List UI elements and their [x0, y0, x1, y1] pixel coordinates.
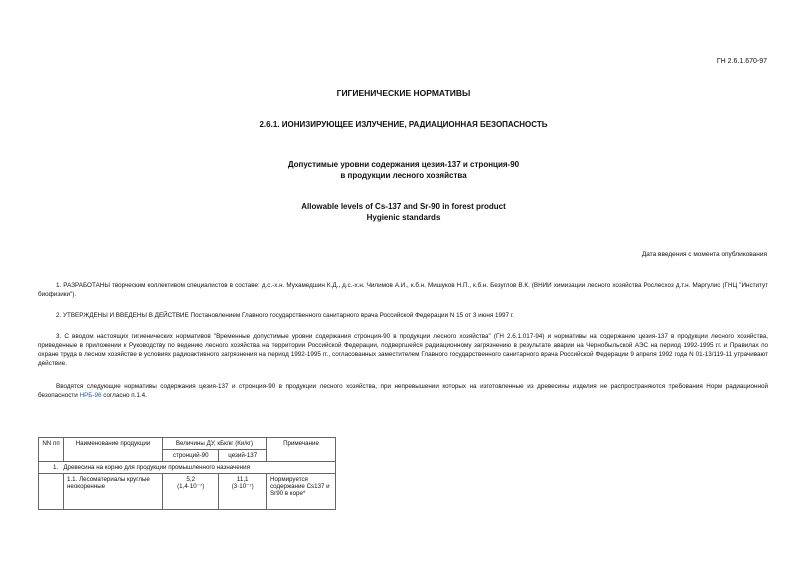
title-ru-line-2: в продукции лесного хозяйства: [340, 171, 467, 180]
row-cesium-value: 11,1 (3·10⁻⁷): [219, 474, 267, 510]
header-values: Величины ДУ, кБк/кг (Ки/кг): [163, 438, 267, 450]
title-en-line-2: Hygienic standards: [366, 213, 441, 222]
row-strontium-value: 5,2 (1,4·10⁻⁷): [163, 474, 219, 510]
header-strontium: стронций-90: [163, 450, 219, 462]
row-product-name: 1.1. Лесоматериалы круглые неокоренные: [64, 474, 163, 510]
table-section-row: [39, 462, 336, 474]
header-nn: NN пп: [39, 438, 64, 462]
paragraph-2: 2. УТВЕРЖДЕНЫ И ВВЕДЕНЫ В ДЕЙСТВИЕ Постановлением Главного государственного санитарного врача Российской Федерации N 15 от 3 июня 1997 г.: [56, 312, 515, 319]
table-row: [39, 474, 336, 510]
title-main: ГИГИЕНИЧЕСКИЕ НОРМАТИВЫ: [336, 88, 471, 98]
title-en-line-1: Allowable levels of Cs-137 and Sr-90 in forest product: [301, 202, 506, 211]
row-empty-cell: [39, 474, 64, 510]
title-ru-line-1: Допустимые уровни содержания цезия-137 и стронция-90: [287, 160, 520, 169]
title-section: 2.6.1. ИОНИЗИРУЮЩЕЕ ИЗЛУЧЕНИЕ, РАДИАЦИОННАЯ БЕЗОПАСНОСТЬ: [259, 120, 548, 129]
document-code: ГН 2.6.1.670-97: [716, 58, 767, 65]
nrb-96-link[interactable]: НРБ-96: [79, 392, 102, 399]
norms-table: [38, 437, 336, 510]
section-cell: 1. Древесина на корню для продукции промышленного назначения: [39, 462, 336, 474]
paragraph-3: 3. С вводом настоящих гигиенических нормативов "Временные допустимые уровни содержания стронция-90 в продукции лесного хозяйства" (ГН 2.6.1.017-94) и нормативы на содержание цезия-137 в продукции лесного хозяйства, приведенные в приложении к Руководству по ведению лесного хозяйства на территории Российской Федерации, подвергшейся радиационному загрязнению в результате аварии на Чернобыльской АЭС на период 1992-1995 гг. и Правилах по охране труда в лесном хозяйстве в условиях радиоактивного загрязнения на период 1992-1995 гг., согласованных заместителем Главного государственного санитарного врача Российской Федерации 9 апреля 1992 года N 01-13/119-11 утрачивают действие.: [38, 333, 768, 367]
header-cesium: цезий-137: [219, 450, 267, 462]
header-product-name: Наименование продукции: [64, 438, 163, 462]
paragraph-4: Вводятся следующие нормативы содержания цезия-137 и стронция-90 в продукции лесного хозяйства, при непревышении которых на изготовленные из древесины изделия не распространяются требования Норм радиационной безопасности НРБ-96 согласно п.1.4.: [38, 383, 768, 399]
row-note: Нормируется содержание Cs137 и Sr90 в коре*: [267, 474, 336, 510]
date-introduction: Дата введения с момента опубликования: [641, 251, 767, 258]
paragraph-1: 1. РАЗРАБОТАНЫ творческим коллективом специалистов в составе: д.с.-х.н. Мухамедшин К.Д., д.с.-х.н. Чилимов А.И., к.б.н. Мишуков Н.П., к.б.н. Безуглов В.К. (ВНИИ химизации лесного хозяйства Рослесхоз д.т.н. Маргулис (ГНЦ "Институт биофизики").: [38, 282, 768, 298]
header-note: Примечание: [267, 438, 336, 462]
